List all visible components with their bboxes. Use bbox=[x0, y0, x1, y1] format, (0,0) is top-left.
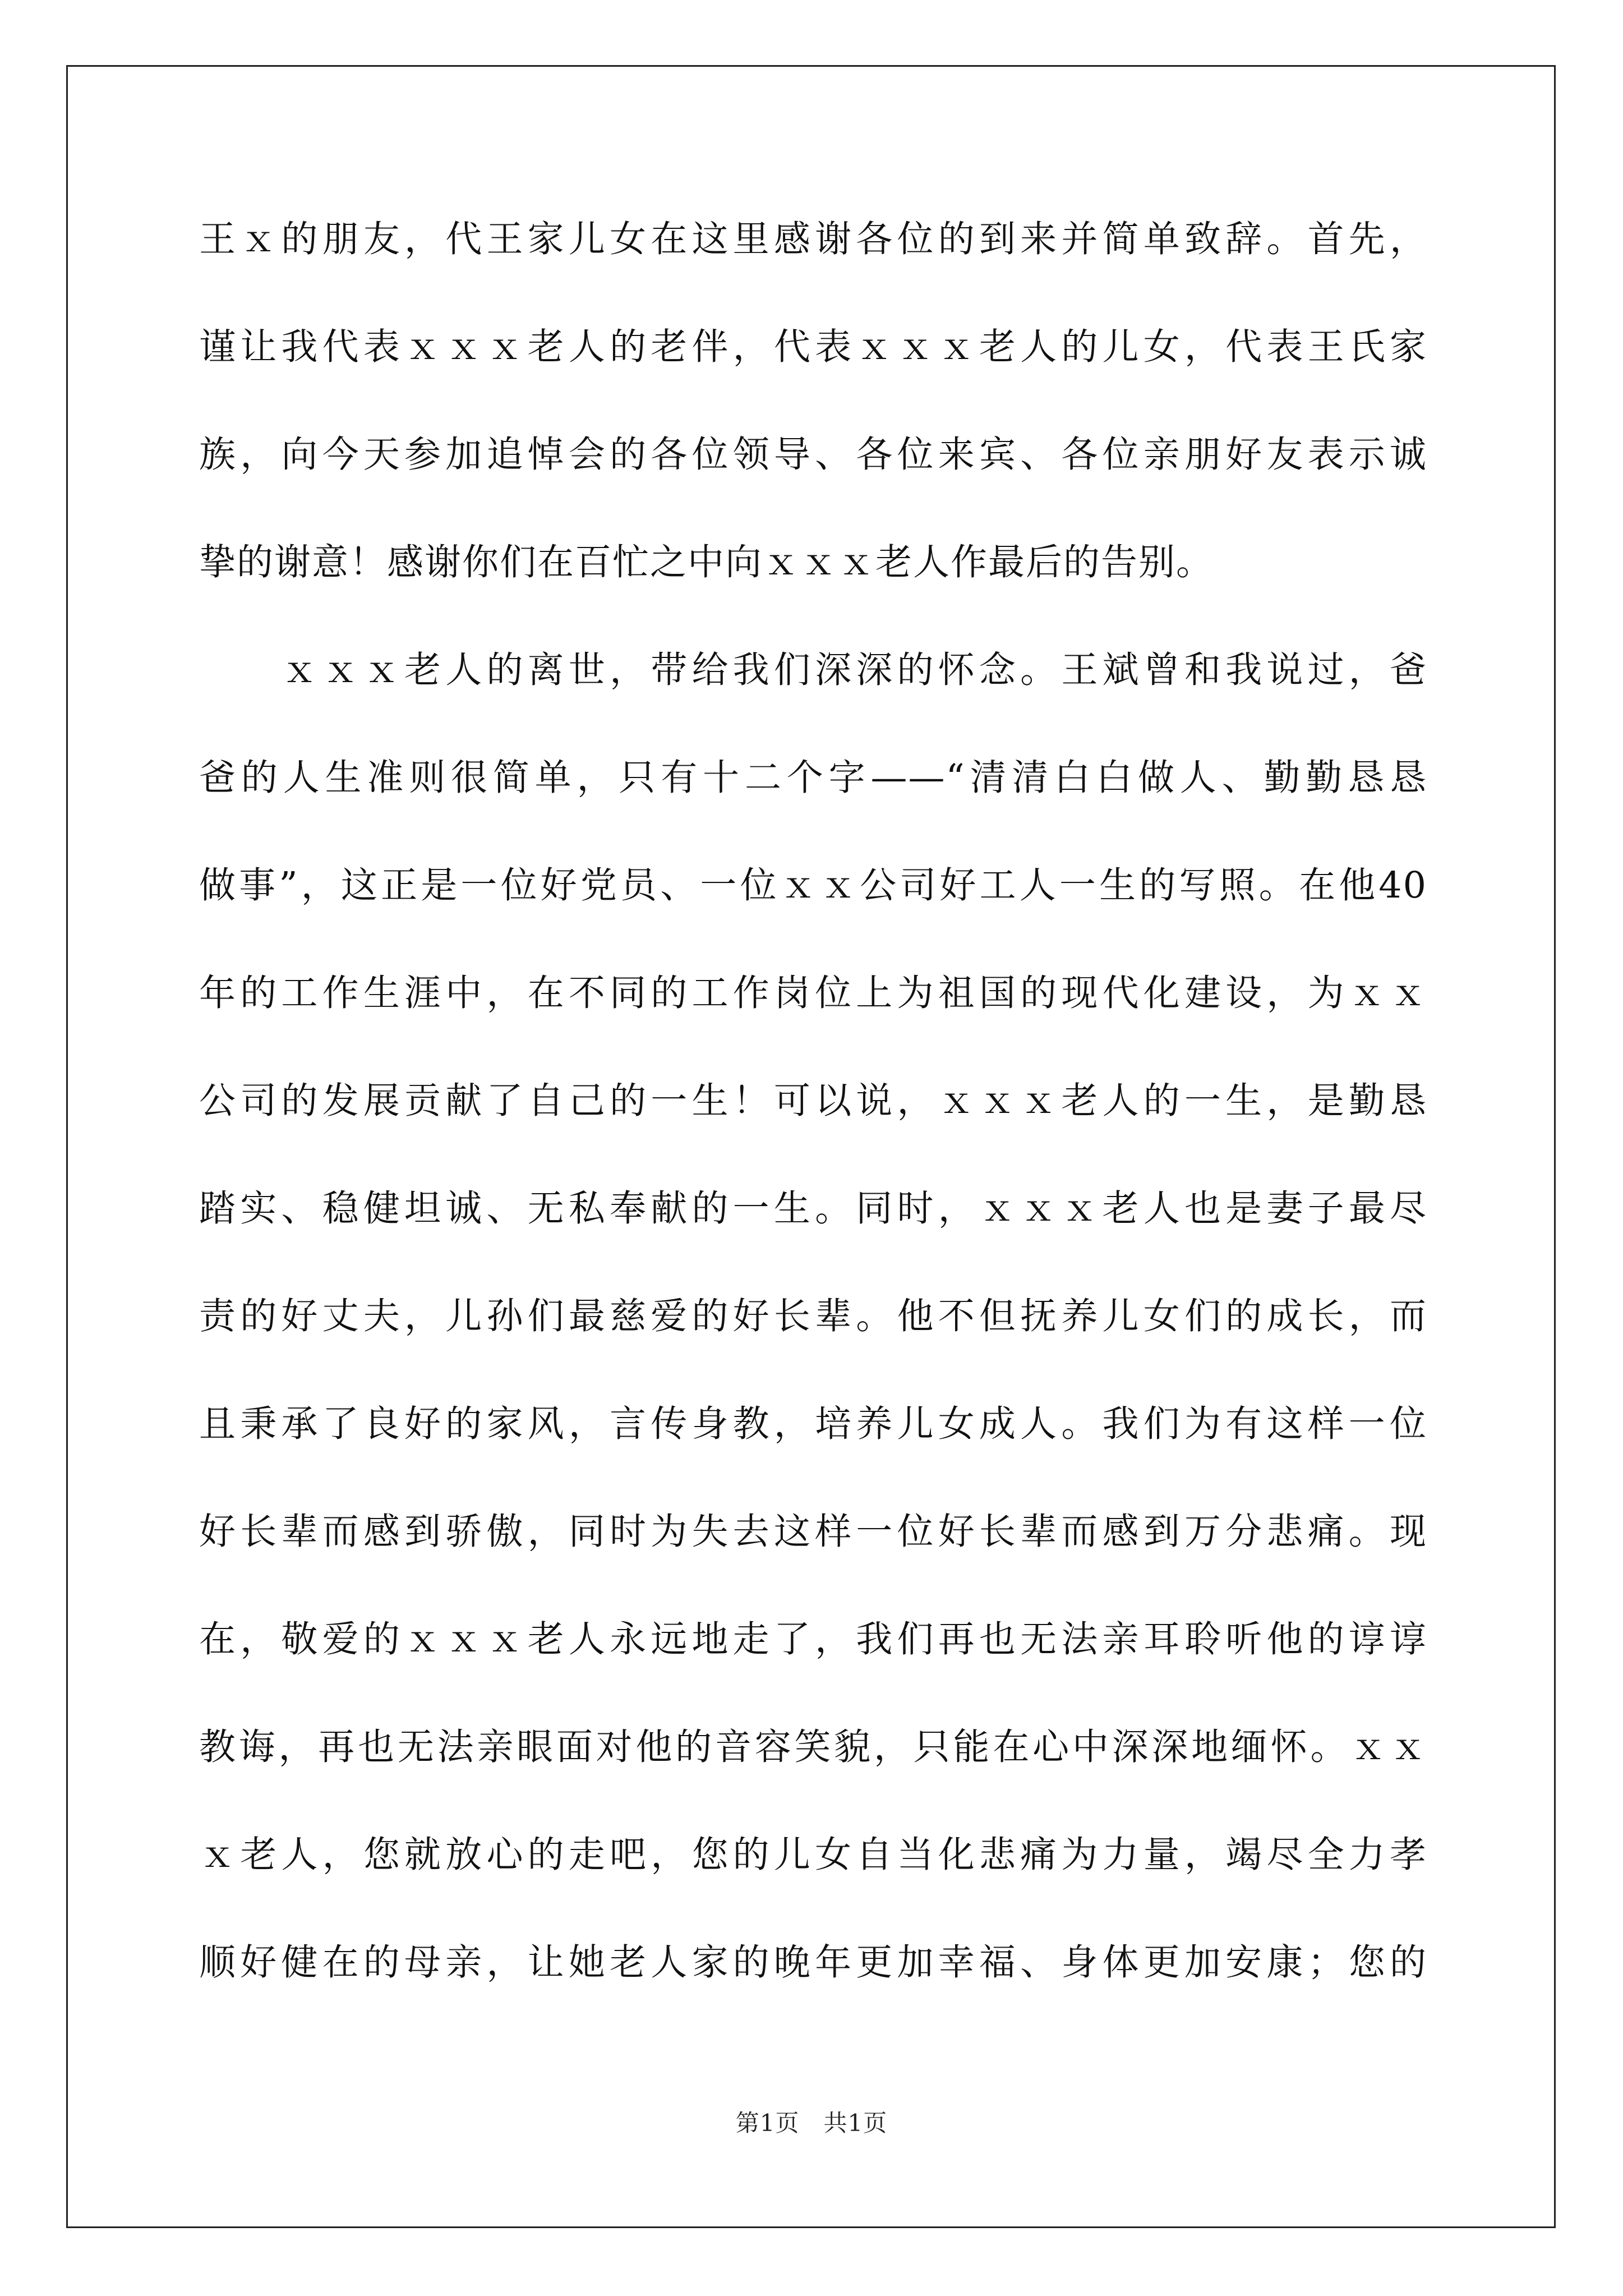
text-line: 做事”，这正是一位好党员、一位ｘｘ公司好工人一生的写照。在他40 bbox=[199, 864, 1427, 907]
text-line: 挚的谢意！感谢你们在百忙之中向ｘｘｘ老人作最后的告别。 bbox=[199, 541, 1214, 583]
text-line: 谨让我代表ｘｘｘ老人的老伴，代表ｘｘｘ老人的儿女，代表王氏家 bbox=[199, 326, 1427, 368]
text-line: 顺好健在的母亲，让她老人家的晚年更加幸福、身体更加安康；您的 bbox=[199, 1941, 1427, 1984]
text-line: 责的好丈夫，儿孙们最慈爱的好长辈。他不但抚养儿女们的成长，而 bbox=[199, 1295, 1427, 1337]
page-footer: 第1页 共1页 bbox=[735, 2109, 888, 2137]
document-body bbox=[199, 220, 1427, 2051]
text-line: 年的工作生涯中，在不同的工作岗位上为祖国的现代化建设，为ｘｘ bbox=[199, 972, 1427, 1014]
text-line: 踏实、稳健坦诚、无私奉献的一生。同时，ｘｘｘ老人也是妻子最尽 bbox=[199, 1188, 1427, 1230]
text-line: 在，敬爱的ｘｘｘ老人永远地走了，我们再也无法亲耳聆听他的谆谆 bbox=[199, 1618, 1427, 1660]
text-line: 好长辈而感到骄傲，同时为失去这样一位好长辈而感到万分悲痛。现 bbox=[199, 1511, 1427, 1553]
text-line: 且秉承了良好的家风，言传身教，培养儿女成人。我们为有这样一位 bbox=[199, 1403, 1427, 1445]
text-line: 爸的人生准则很简单，只有十二个字——“清清白白做人、勤勤恳恳 bbox=[199, 757, 1427, 799]
text-line: ｘ老人，您就放心的走吧，您的儿女自当化悲痛为力量，竭尽全力孝 bbox=[199, 1834, 1427, 1876]
text-line: 公司的发展贡献了自己的一生！可以说，ｘｘｘ老人的一生，是勤恳 bbox=[199, 1080, 1427, 1122]
text-line: 王ｘ的朋友，代王家儿女在这里感谢各位的到来并简单致辞。首先， bbox=[199, 218, 1427, 260]
text-line: 教诲，再也无法亲眼面对他的音容笑貌，只能在心中深深地缅怀。ｘｘ bbox=[199, 1726, 1427, 1768]
text-line: 族，向今天参加追悼会的各位领导、各位来宾、各位亲朋好友表示诚 bbox=[199, 434, 1427, 476]
text-line: ｘｘｘ老人的离世，带给我们深深的怀念。王斌曾和我说过，爸 bbox=[199, 649, 1427, 691]
